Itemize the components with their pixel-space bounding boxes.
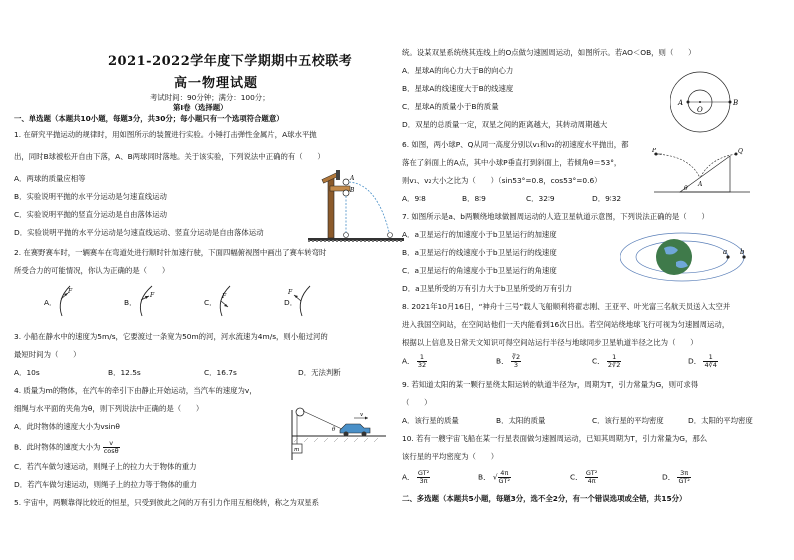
q2-figure-b [140, 286, 155, 316]
clamp [336, 170, 340, 180]
q7-figure [620, 228, 770, 286]
q6-line: 6. 如图，两小球P、Q从同一高度分别以v₁和v₂的初速度水平抛出，都 [402, 140, 629, 149]
sqrt-sign: √ [492, 472, 498, 482]
left-column [8, 0, 394, 560]
fraction-denominator: 3π [419, 477, 428, 485]
fraction-numerator: 1 [417, 354, 427, 362]
q4-option: D．若汽车做匀速运动，则绳子上的拉力等于物体的重力 [14, 480, 198, 489]
rope-slant [303, 411, 344, 430]
q6-option: C．32∶9 [526, 194, 555, 203]
fraction-numerator: GT² [417, 469, 430, 477]
q5-option: C．星球A的质量小于B的质量 [402, 102, 499, 111]
option-fraction [607, 354, 621, 369]
trajectory-q [700, 154, 736, 178]
option-letter: B． [478, 472, 491, 482]
center-o-label: O [697, 106, 703, 114]
fraction-denominator: 4∛4 [704, 361, 717, 369]
q2-option: C． [204, 298, 217, 307]
point-a-label: A [698, 181, 703, 188]
q2-figure-d [287, 286, 310, 316]
q6-option: B．8∶9 [462, 194, 486, 203]
q7-line: 7. 如图所示是a、b两颗绕地球做圆周运动的人造卫星轨道示意图，下列说法正确的是（ ） [402, 212, 709, 221]
q4-option-b-text: B．此时物体的速度大小为 [14, 442, 101, 452]
exam-info: 考试时间：90分钟；满分：100分； [150, 93, 270, 102]
q8-line: 进入我国空间站，在空间站他们一天内能看到16次日出。若空间站绕地球飞行可视为匀速圆周运动， [402, 320, 730, 329]
force-label: F [288, 289, 293, 296]
q2-figure-a [60, 286, 73, 316]
q10-option-b [478, 470, 511, 485]
q8-line: 8. 2021年10月16日，“神舟十三号”载人飞船顺利将翟志刚、王亚平、叶光富三名航天员送入太空并 [402, 302, 731, 311]
option-fraction [498, 470, 511, 485]
q1-line: 出，同时B球被松开自由下落，A、B两球同时落地。关于该实验，下列说法中正确的有（ ） [14, 152, 325, 161]
q6-option: A．9∶8 [402, 194, 426, 203]
trajectory-p [656, 154, 700, 178]
exam-title: 2021-2022学年度下学期期中五校联考 [108, 54, 353, 69]
right-column [400, 0, 786, 560]
q1-figure [308, 162, 404, 244]
q7-option: D．a卫星所受的万有引力大于b卫星所受的万有引力 [402, 284, 573, 293]
q4-option: A．此时物体的速度大小为vsinθ [14, 422, 120, 431]
velocity-label: v [360, 412, 364, 418]
fraction-numerator: ∛2 [511, 353, 521, 361]
q2-figure-c [220, 286, 230, 316]
fraction-denominator: cosθ [103, 447, 119, 455]
q7-option: C．a卫星运行的角速度小于b卫星运行的角速度 [402, 266, 557, 275]
q8-option-a [402, 354, 427, 369]
option-fraction [417, 354, 427, 369]
force-label: F [150, 292, 155, 299]
q1-option: C．实验说明平抛的竖直分运动是自由落体运动 [14, 210, 167, 219]
trajectory-curve [349, 182, 390, 236]
ball-b [343, 190, 349, 196]
angle-label: θ [684, 185, 688, 192]
q9-option: D．太阳的平均密度 [688, 416, 753, 425]
q8-line: 根据以上信息及日常天文知识可得空间站运行半径与地球同步卫星轨道半径之比为（ ） [402, 338, 698, 347]
q9-option: C．该行星的平均密度 [592, 416, 664, 425]
option-letter: C． [592, 356, 605, 366]
q2-line: 2. 在赛野赛车时，一辆赛车在弯道处进行顺时针加速行驶，下面四幅俯视图中画出了赛车转弯时 [14, 248, 327, 257]
q5-option: D．双星的总质量一定，双星之间的距离越大，其转动周期越大 [402, 120, 608, 129]
force-label: F [222, 293, 227, 300]
option-letter: B． [496, 356, 509, 366]
fraction-denominator: 3 [513, 361, 519, 369]
q10-line: 该行星的平均密度为（ ） [402, 452, 499, 461]
q1-line: 1. 在研究平抛运动的规律时，用如图所示的装置进行实验。小锤打击弹性金属片，A球水平抛 [14, 130, 317, 139]
q4-line: 细绳与水平面的夹角为θ，则下列说法中正确的是（ ） [14, 404, 204, 413]
fraction-numerator: 3π [677, 470, 690, 478]
q10-option-a [402, 470, 430, 485]
fraction-denominator: GT² [498, 477, 510, 485]
q10-line: 10. 若有一艘宇宙飞船在某一行星表面做匀速圆周运动，已知其周期为T，引力常量为G，那么 [402, 434, 708, 443]
q6-option: D．9∶32 [592, 194, 622, 203]
volume-label: 第Ⅰ卷（选择题） [173, 103, 228, 112]
q3-option: A．10s [14, 368, 40, 377]
option-letter: C． [570, 472, 583, 482]
q1-option: A．两球的质量应相等 [14, 174, 86, 183]
q6-line: 则v₁、v₂大小之比为（ ）（sin53°=0.8，cos53°=0.6） [402, 176, 602, 185]
q5-figure [670, 70, 746, 134]
mass-label: m [294, 447, 300, 453]
section-1-heading: 一、单选题（本题共10小题，每题3分，共30分；每小题只有一个选项符合题意） [14, 114, 284, 123]
q9-line: （ ） [402, 398, 432, 407]
star-b-label: B [733, 99, 739, 107]
fraction-denominator: GT² [678, 477, 690, 485]
q4-line: 4. 质量为m的物体，在汽车的牵引下由静止开始运动，当汽车的速度为v， [14, 386, 257, 395]
option-letter: A． [402, 472, 415, 482]
q3-line: 3. 小船在静水中的速度为5m/s，它要渡过一条宽为50m的河，河水流速为4m/s，则小船过河的 [14, 332, 328, 341]
fraction-numerator: 1 [607, 354, 621, 362]
q10-option-d [662, 470, 691, 485]
fraction-numerator: 1 [703, 354, 717, 362]
q4-figure [278, 400, 388, 462]
ball-a [343, 179, 349, 185]
q9-option: A．该行星的质量 [402, 416, 459, 425]
fraction-denominator: 32 [417, 361, 427, 369]
option-letter: D． [662, 472, 676, 482]
q2-figures [48, 284, 348, 318]
q2-option: D． [284, 298, 298, 307]
label-b: B [350, 187, 355, 194]
option-fraction [677, 470, 690, 485]
option-fraction [417, 470, 430, 485]
ball-p-label: P [652, 148, 657, 154]
option-letter: A． [402, 356, 415, 366]
q5-option: A．星球A的向心力大于B的向心力 [402, 66, 514, 75]
fraction-numerator: v [103, 440, 120, 448]
q1-option: D．实验说明平抛的水平分运动是匀速直线运动、竖直分运动是自由落体运动 [14, 228, 264, 237]
q3-option: D．无法判断 [298, 368, 341, 377]
q2-option: A． [44, 298, 57, 307]
label-a: A [350, 175, 355, 182]
q8-option-d [688, 354, 718, 369]
option-fraction [585, 470, 598, 485]
q2-option: B． [124, 298, 137, 307]
angle-label: θ [332, 427, 336, 433]
q6-line: 落在了斜面上的A点，其中小球P垂直打到斜面上，若倾角θ＝53°， [402, 158, 622, 167]
q8-option-c [592, 354, 621, 369]
q10-option-c [570, 470, 598, 485]
q6-figure [650, 148, 770, 200]
q3-option: B．12.5s [108, 368, 141, 377]
force-label: F [68, 288, 73, 295]
q4-option [14, 440, 120, 455]
q5-line: 统。设某双星系统绕其连线上的O点做匀速圆周运动，如图所示。若AO＜OB，则（ ） [402, 48, 696, 57]
satellite-b-label: b [740, 248, 745, 256]
q7-option: B．a卫星运行的线速度小于b卫星运行的线速度 [402, 248, 557, 257]
star-a-label: A [678, 99, 684, 107]
q8-option-b [496, 354, 521, 369]
q5-line: 5. 宇宙中，两颗靠得比较近的恒星，只受到彼此之间的万有引力作用互相绕转，称之为双星系 [14, 498, 320, 507]
q2-line: 所受合力的可能情况，你认为正确的是（ ） [14, 266, 170, 275]
q5-option: B．星球A的线速度大于B的线速度 [402, 84, 514, 93]
exam-subtitle: 高一物理试题 [174, 76, 259, 91]
q7-option: A．a卫星运行的加速度小于b卫星运行的加速度 [402, 230, 557, 239]
fraction-denominator: 2∛2 [607, 361, 621, 369]
section-2-heading: 二、多选题（本题共5小题，每题3分，选不全2分，有一个错误选项或全错，共15分） [402, 494, 687, 503]
option-fraction [703, 354, 717, 369]
q3-option: C．16.7s [204, 368, 237, 377]
satellite-a-label: a [723, 248, 728, 256]
q9-line: 9. 若知道太阳的某一颗行星绕太阳运转的轨道半径为r，周期为T，引力常量为G，则可求得 [402, 380, 699, 389]
earth [656, 239, 692, 275]
q9-option: B．太阳的质量 [496, 416, 546, 425]
q3-line: 最短时间为（ ） [14, 350, 81, 359]
option-fraction [511, 354, 521, 369]
fraction-denominator: 4π [587, 477, 596, 485]
q4-option-b-fraction [103, 440, 120, 455]
q4-option: C．若汽车做匀速运动，则绳子上的拉力大于物体的重力 [14, 462, 197, 471]
option-letter: D． [688, 356, 702, 366]
car [340, 424, 370, 437]
fraction-numerator: 4π [498, 470, 511, 478]
ball-q-label: Q [738, 148, 743, 155]
q1-option: B．实验说明平抛的水平分运动是匀速直线运动 [14, 192, 167, 201]
fraction-numerator: GT² [585, 469, 598, 477]
